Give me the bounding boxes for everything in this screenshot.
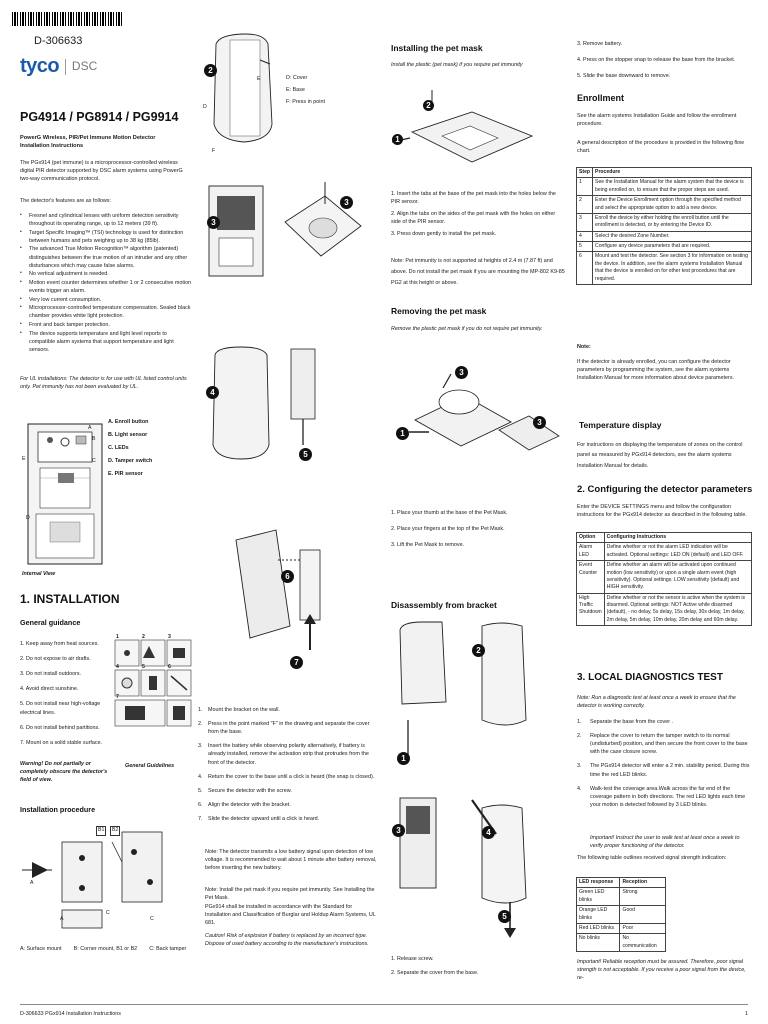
remove-callout-2: 3	[455, 366, 468, 379]
features-heading: The detector's features are as follows:	[20, 198, 111, 204]
guidance-item: 5. Do not install near high-voltage electrical lines.	[20, 701, 101, 716]
temperature-heading: Temperature display	[579, 420, 662, 430]
diag-step: 3. The PGx914 detector will enter a 2 min. stability period. During this time the red LED blinks.	[577, 763, 750, 778]
disasm-step: 2. Separate the cover from the base.	[391, 970, 479, 977]
pet-mask-steps	[391, 190, 566, 243]
cover-letter-e: E	[257, 76, 261, 82]
col-led: LED response	[577, 878, 620, 888]
gg-number: 4	[116, 664, 119, 670]
table-row: Event Counter Define whether an alarm will be activated upon continued motion (low sensitivity) or upon a single alarm event (high sensitivity). Optional settings: LOW sensitivity (default) and HIGH sensitivity.	[577, 561, 752, 594]
proc-label-b2: B2	[110, 826, 120, 836]
mount-detector-diagram	[205, 345, 335, 475]
table-row: 5 Configure any device parameters that are required.	[577, 242, 752, 252]
table-row: Red LED blinks Poor	[577, 923, 666, 933]
pet-mask-note: Note: Pet immunity is not supported at heights of 2.4 m (7.87 ft) and above. Do not install the pet mask if you are mounting the MP-802 K9-85 PG2 at this height or above.	[391, 258, 565, 286]
installation-procedure-diagram	[22, 822, 192, 937]
feature-item: • The device supports temperature and light level reports to compatible alarm systems that support temperature and light sensors.	[20, 330, 192, 354]
pet-callout-2: 2	[423, 100, 434, 111]
remove-step: 2. Place your fingers at the top of the Pet Mask.	[391, 526, 505, 533]
feature-item: • Front and back tamper protection.	[20, 321, 192, 329]
install-step: 6. Align the detector with the bracket.	[198, 801, 291, 808]
feature-item: • Fresnel and cylindrical lenses with uniform detection sensitivity throughout its operating range, up to 12 meters (39 ft).	[20, 212, 192, 228]
remove-steps	[391, 509, 508, 549]
doc-number: D-306633	[34, 35, 83, 47]
feature-item: • No vertical adjustment is needed.	[20, 270, 192, 278]
diag-table-intro: The following table outlines received signal strength indication:	[577, 855, 727, 861]
gg-number: 1	[116, 634, 119, 640]
install-steps	[198, 706, 380, 829]
feature-item: • Target Specific Imaging™ (TSI) technology is used for distinction between humans and pets weighing up to 38 kg (85lb).	[20, 229, 192, 245]
installation-heading: 1. INSTALLATION	[20, 592, 120, 606]
gg-number: 7	[116, 694, 119, 700]
step-callout-5: 5	[299, 448, 312, 461]
install-step: 3. Insert the battery while observing polarity alternatively, if battery is already installed, remove the activation strip that protrudes from the front of the detector.	[198, 743, 369, 766]
feature-item: • Microprocessor-controlled temperature compensation. Sealed black chamber provides white light protection.	[20, 304, 192, 320]
feature-item: • The advanced True Motion Recognition™ algorithm (patented) distinguishes between the true motion of an intruder and any other disturbances which may cause false alarms.	[20, 245, 192, 269]
config-table	[576, 532, 752, 626]
enrollment-note-label: Note:	[577, 344, 591, 350]
mount-captions	[20, 945, 186, 953]
enrollment-note: If the detector is already enrolled, you can configure the detector parameters by programming the system, see the alarm systems Installation Manual for more information about device parameters.	[577, 359, 735, 382]
legend-item: E. PIR sensor	[108, 471, 143, 478]
legend-item: D. Tamper switch	[108, 458, 153, 465]
gg-caption: General Guidelines	[125, 763, 175, 769]
remove-mask-sub: Remove the plastic pet mask if you do not require pet immunity.	[391, 326, 543, 332]
mount-caption: C: Back tamper	[149, 946, 187, 952]
disasm-callout-4: 4	[482, 826, 495, 839]
right-steps	[577, 40, 752, 80]
brand-logo	[20, 52, 97, 81]
disasm-callout-2: 2	[472, 644, 485, 657]
dsc-logo: DSC	[71, 58, 98, 73]
signal-table	[576, 877, 666, 952]
internal-letter-a: A	[88, 425, 92, 431]
table-row: 6 Mount and test the detector. See section 3 for information on testing the device. In addition, see the alarm systems Installation Manual that the device is enrolled on for other test procedures that are required.	[577, 252, 752, 285]
remove-step: 3. Lift the Pet Mask to remove.	[391, 542, 465, 549]
table-row: 2 Enter the Device Enrollment option through the specified method and select the appropriate option to add a new device.	[577, 196, 752, 214]
feature-item: • Motion event counter determines whether 1 or 2 consecutive motion events trigger an alarm.	[20, 279, 192, 295]
right-step: 4. Press on the stopper snap to release the base from the bracket.	[577, 57, 736, 64]
table-row: High Traffic Shutdown Define whether or not the sensor is active when the system is disarmed. Optional settings: NOT Active while disarmed (default), - no delay, 5s delay, 15s delay, 30s delay, 1m delay, 2m delay, 5m delay, 10m delay, 20m delay and 60m delay.	[577, 593, 752, 626]
internal-legend	[108, 418, 152, 479]
footer-rule	[20, 1004, 748, 1005]
install-step: 4. Return the cover to the base until a click is heard (the snap is closed).	[198, 773, 375, 780]
diagnostics-note: Note: Run a diagnostic test at least once a week to ensure that the detector is working correctly.	[577, 695, 736, 710]
remove-mask-heading: Removing the pet mask	[391, 306, 487, 316]
disasm-step: 1. Release screw.	[391, 956, 434, 962]
diag-important: Important! Instruct the user to walk test at least once a week to verify proper functioning of the detector.	[590, 835, 740, 850]
internal-letter-b: B	[92, 436, 96, 442]
diagnostics-steps	[577, 718, 752, 815]
gg-number: 6	[168, 664, 171, 670]
disasm-callout-1: 1	[397, 752, 410, 765]
gg-number: 5	[142, 664, 145, 670]
disasm-callout-5: 5	[498, 910, 511, 923]
install-step: 2. Press in the point marked "F" in the drawing and separate the cover from the base.	[198, 721, 370, 736]
pet-callout-1: 1	[392, 134, 403, 145]
temperature-text: For instructions on displaying the temperature of zones on the control panel as measured by PGx914 detectors, see the alarm systems Installation Manual for details.	[577, 442, 743, 469]
enrollment-p1: See the alarm systems Installation Guide and follow the enrollment procedure.	[577, 113, 737, 128]
table-row: 1 See the Installation Manual for the alarm system that the device is being enrolled on, to ensure that the proper steps are used.	[577, 178, 752, 196]
ul-note: For UL installations: The detector is for use with UL listed control units only. Pet immunity has not been evaluated by UL.	[20, 376, 187, 391]
guidance-item: 6. Do not install behind partitions.	[20, 724, 100, 731]
remove-callout-3: 3	[533, 416, 546, 429]
pet-step: 3. Press down gently to install the pet mask.	[391, 231, 497, 238]
tyco-logo: tyco	[20, 55, 60, 77]
proc-label-c: C	[150, 916, 154, 922]
disassembly-diagram	[392, 620, 562, 950]
proc-label-a: A	[60, 916, 64, 922]
model-title: PG4914 / PG8914 / PG9914	[20, 110, 179, 124]
proc-label-a: A	[30, 880, 34, 886]
gg-number: 2	[142, 634, 145, 640]
detector-cover-diagram	[200, 30, 280, 160]
guidance-item: 2. Do not expose to air drafts.	[20, 656, 91, 663]
gg-number: 3	[168, 634, 171, 640]
pet-mask-sub: Install the plastic (pet mask) if you require pet immunity	[391, 62, 523, 68]
step-callout-3: 3	[340, 196, 353, 209]
step-callout-3: 3	[207, 216, 220, 229]
step-callout-2: 2	[204, 64, 217, 77]
internal-letter-c: C	[92, 458, 96, 464]
step-callout-6: 6	[281, 570, 294, 583]
diagnostics-heading: 3. LOCAL DIAGNOSTICS TEST	[577, 672, 723, 683]
install-step: 7. Slide the detector upward until a click is heard.	[198, 815, 320, 822]
right-step: 5. Slide the base downward to remove.	[577, 73, 671, 80]
diag-step: 4. Walk-test the coverage area.Walk across the far end of the coverage pattern in both directions. The red LED lights each time your motion is detected followed by 3 LED blinks.	[577, 785, 746, 808]
legend-item: A. Enroll button	[108, 419, 149, 425]
guidance-item: 4. Avoid direct sunshine.	[20, 686, 79, 693]
col-procedure: Procedure	[593, 168, 752, 178]
pet-note: Note: Install the pet mask if you require pet immunity. See Installing the Pet Mask.	[205, 887, 375, 902]
step-callout-7: 7	[290, 656, 303, 669]
caution: Caution! Risk of explosion if battery is replaced by an incorrect type. Dispose of used battery according to the manufacturer's instructions.	[205, 933, 369, 948]
guidance-item: 7. Mount on a solid stable surface.	[20, 739, 103, 746]
slide-detector-diagram	[228, 520, 338, 670]
remove-step: 1. Place your thumb at the base of the Pet Mask.	[391, 510, 508, 516]
intro: The PGx914 (pet immune) is a microprocessor-controlled wireless digital PIR detector supported by DSC alarm systems using PowerG two-way communication protocol.	[20, 160, 183, 183]
table-row: Green LED blinks Strong	[577, 888, 666, 906]
feature-item: • Very low current consumption.	[20, 296, 192, 304]
disassembly-heading: Disassembly from bracket	[391, 600, 497, 610]
table-row: 4 Select the desired Zone Number.	[577, 231, 752, 241]
pet-mask-install-diagram	[392, 82, 562, 182]
col-instructions: Configuring Instructions	[604, 533, 751, 543]
internal-letter-e: E	[22, 456, 26, 462]
remove-mask-diagram	[395, 360, 565, 470]
enrollment-table	[576, 167, 752, 285]
cover-label: E: Base	[286, 87, 305, 94]
col-reception: Reception	[620, 878, 666, 888]
legend-item: B. Light sensor	[108, 432, 148, 439]
config-heading: 2. Configuring the detector parameters	[577, 484, 753, 495]
guidance-item: 3. Do not install outdoors.	[20, 671, 82, 678]
subtitle: PowerG Wireless, PIR/Pet Immune Motion Detector Installation Instructions	[20, 135, 156, 150]
step-callout-4: 4	[206, 386, 219, 399]
pet-step: 2. Align the tabs on the sides of the pet mask with the holes on either side of the PIR sensor.	[391, 211, 556, 226]
guidance-list	[20, 640, 115, 754]
mount-caption: B: Corner mount, B1 or B2	[73, 946, 138, 952]
internal-view-diagram	[20, 418, 110, 568]
proc-label-c: C	[106, 910, 110, 916]
ul-standard: PGx914 shall be installed in accordance with the Standard for Installation and Classification of Burglar and Holdup Alarm Systems, UL 681.	[205, 904, 376, 927]
disasm-callout-3: 3	[392, 824, 405, 837]
proc-label-b1: B1	[96, 826, 106, 836]
install-step: 1. Mount the bracket on the wall.	[198, 707, 280, 713]
general-guidance-heading: General guidance	[20, 618, 81, 627]
pet-step: 1. Insert the tabs at the base of the pet mask into the holes below the PIR sensor.	[391, 191, 556, 206]
general-guidelines-diagram	[113, 636, 193, 756]
config-text: Enter the DEVICE SETTINGS menu and follow the configuration instructions for the PGx914 detector as described in the following table.	[577, 504, 747, 519]
cover-letter-f: F	[212, 148, 216, 154]
features-list	[20, 212, 192, 354]
table-row: Alarm LED Define whether or not the alarm LED indication will be activated. Optional settings: LED ON (default) and LED OFF.	[577, 543, 752, 561]
warning: Warning! Do not partially or completely obscure the detector's field of view.	[20, 761, 108, 784]
footer-text: D-306633 PGx914 Installation Instructions	[20, 1011, 121, 1017]
diag-step: 1. Separate the base from the cover .	[577, 719, 674, 725]
procedure-heading: Installation procedure	[20, 805, 96, 814]
table-row: 3 Enroll the device by either holding the enroll button until the enrollment is detected, or by entering the Device ID.	[577, 213, 752, 231]
enrollment-heading: Enrollment	[577, 93, 625, 103]
remove-callout-1: 1	[396, 427, 409, 440]
right-step: 3. Remove battery.	[577, 41, 623, 47]
guidance-item: 1. Keep away from heat sources.	[20, 641, 99, 647]
pet-mask-heading: Installing the pet mask	[391, 43, 483, 53]
mount-caption: A: Surface mount	[20, 946, 62, 952]
legend-item: C. LEDs	[108, 445, 129, 452]
table-row: No blinks No communication	[577, 934, 666, 952]
disassembly-steps	[391, 955, 479, 977]
table-row: Orange LED blinks Good	[577, 906, 666, 924]
enrollment-p2: A general description of the procedure is provided in the following flow chart.	[577, 140, 744, 155]
barcode	[12, 12, 122, 26]
cover-letter-d: D	[203, 104, 207, 110]
col-option: Option	[577, 533, 605, 543]
battery-note: Note: The detector transmits a low battery signal upon detection of low voltage. It is recommended to wait about 1 minute after battery removal, before inserting the new battery.	[205, 849, 377, 872]
internal-view-caption: Internal View	[22, 571, 56, 577]
diag-step: 2. Replace the cover to return the tamper switch to its normal (undisturbed) position, and then secure the front cover to the base with the case closure screw.	[577, 733, 748, 756]
page-number: 1	[745, 1011, 748, 1017]
cover-label: F: Press in point	[286, 99, 325, 106]
cover-labels	[286, 74, 325, 106]
internal-letter-d: D	[26, 515, 30, 521]
cover-label: D: Cover	[286, 75, 308, 81]
install-step: 5. Secure the detector with the screw.	[198, 787, 292, 794]
col-step: Step	[577, 168, 593, 178]
diag-important-2: Important! Reliable reception must be assured. Therefore, poor signal strength is not acceptable. If you receive a poor signal from the device, re-	[577, 959, 746, 982]
